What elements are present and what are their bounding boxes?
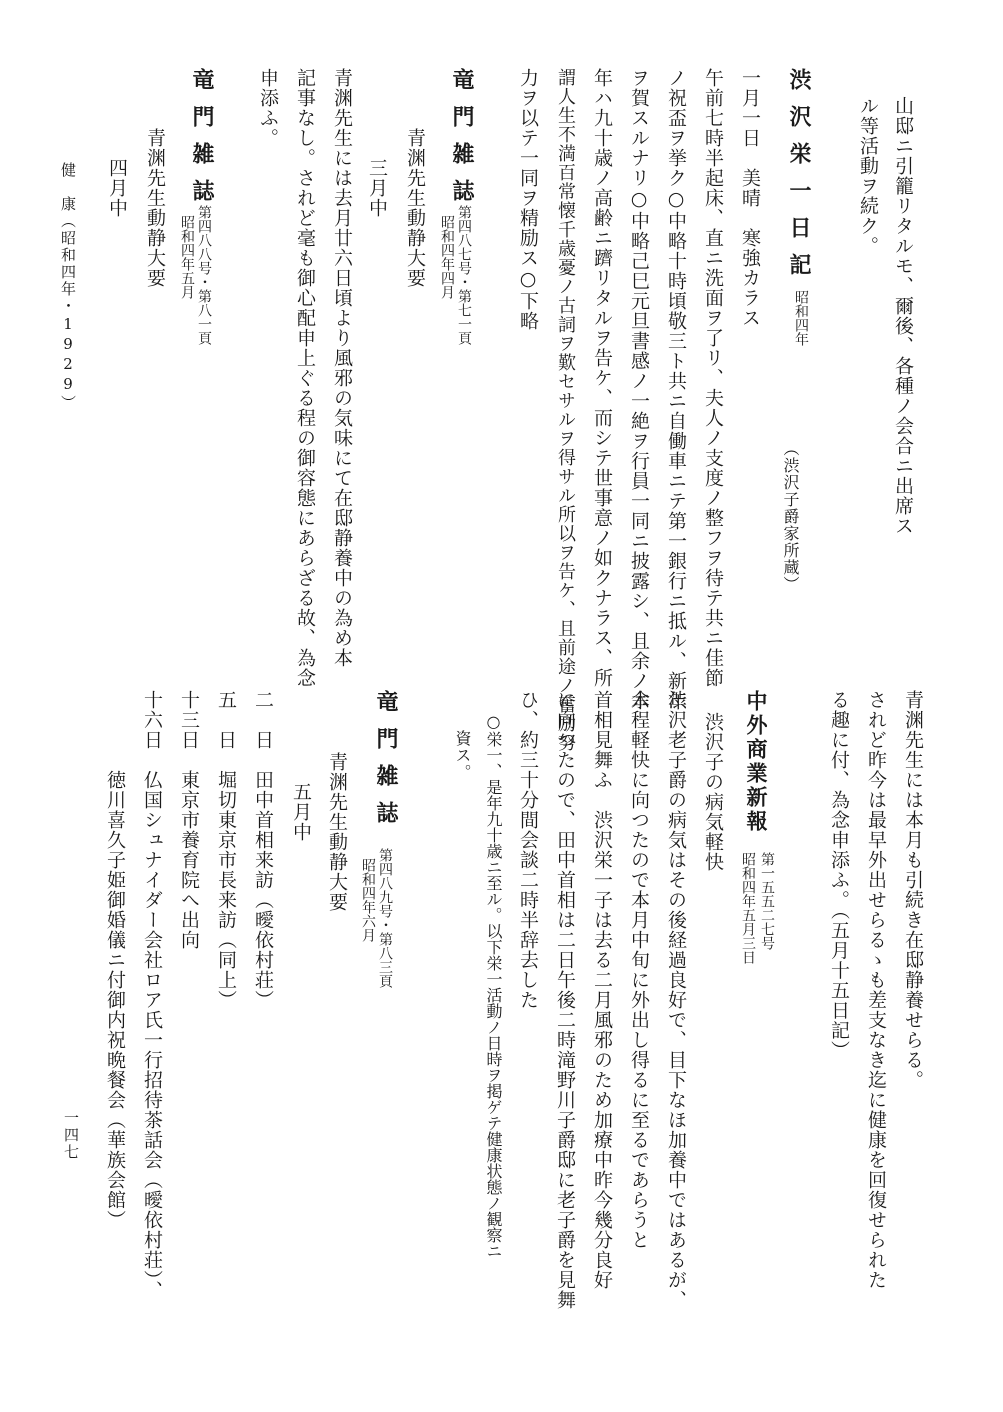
newspaper-headline: 渋沢子の病気軽快 (702, 712, 724, 872)
diary-source: （渋沢子爵家所蔵） (781, 440, 800, 593)
ryumon-date: 昭和四年五月 (179, 215, 195, 299)
ryumon-month: 四月中 (106, 158, 128, 218)
editor-note: ○栄一、是年九十歳ニ至ル。以下栄一活動ノ日時ヲ掲ゲテ健康状態ノ観察ニ (484, 712, 503, 1259)
diary-line: 一月一日 美晴 寒強カラス (739, 68, 761, 328)
diary-era: 昭和四年 (793, 290, 809, 346)
ryumon-month: 五月中 (290, 782, 312, 842)
diary-line: 年ハ九十歳ノ高齢ニ躋リタルヲ告ケ、而シテ世事意ノ如クナラス、所 (591, 68, 613, 688)
ryumon-body-line: 記事なし。されど毫も御心配申上ぐる程の御容態にあらざる故、為念 (294, 68, 316, 688)
newspaper-body-line: に向つたので、田中首相は二日午後二時滝野川子爵邸に老子爵を見舞 (554, 690, 576, 1310)
ryumon-title: 竜門雑誌 (189, 68, 215, 216)
event-line: 二 日 田中首相来訪（曖依村荘） (252, 690, 274, 1010)
diary-line: ヲ賀スルナリ○中略己巳元旦書感ノ一絶ヲ行員一同ニ披露シ、且余ノ本 (628, 68, 650, 711)
ryumon-issue: 第四八七号・第七一頁 (456, 205, 472, 345)
ryumon-subtitle: 青渊先生動静大要 (404, 128, 426, 288)
newspaper-title: 中外商業新報 (744, 690, 769, 834)
diary-title: 渋沢栄一日記 (786, 68, 812, 290)
page-number: 一四七 (62, 1110, 80, 1161)
newspaper-date: 昭和四年五月三日 (740, 852, 756, 964)
intro-line-1: 山邸ニ引籠リタルモ、爾後、各種ノ会合ニ出席ス (892, 96, 914, 536)
ryumon-issue: 第四八九号・第八三頁 (377, 848, 393, 988)
intro-line-2: ル等活動ヲ続ク。 (857, 96, 879, 256)
event-line: 十六日 仏国シュナイダー会社ロア氏一行招待茶話会（曖依村荘）、 (141, 690, 163, 1301)
ryumon-date: 昭和四年六月 (360, 858, 376, 942)
diary-line: 力ヲ以テ一同ヲ精励ス○下略 (517, 68, 539, 331)
ryumon-title: 竜門雑誌 (373, 690, 399, 838)
report-line: されど昨今は最早外出せらるゝも差支なき迄に健康を回復せられた (865, 690, 887, 1290)
running-head: 健 康（昭和四年・1929） (59, 162, 77, 412)
event-line: 徳川喜久子姫御婚儀ニ付御内祝晩餐会（華族会館） (104, 690, 126, 1230)
diary-line: 午前七時半起床、直ニ洗面ヲ了リ、夫人ノ支度ノ整フヲ待テ共ニ佳節 (702, 68, 724, 688)
ryumon-subtitle: 青渊先生動静大要 (144, 128, 166, 288)
newspaper-issue: 第一五五二七号 (759, 852, 775, 950)
newspaper-body-line: 首相見舞ふ 渋沢栄一子は去る二月風邪のため加療中昨今幾分良好 (591, 690, 613, 1290)
newspaper-body-line: 余程軽快に向つたので本月中旬に外出し得るに至るであらうと (628, 690, 650, 1250)
diary-line: 謂人生不満百常懐千歳憂ノ古詞ヲ歎セサルヲ得サル所以ヲ告ケ、且前途ノ奮励努 (555, 68, 576, 752)
diary-line: ノ祝盃ヲ挙ク○中略十時頃敬三ト共ニ自働車ニテ第一銀行ニ抵ル、新年 (665, 68, 687, 711)
ryumon-body-line: 青渊先生には去月廿六日頃より風邪の気味にて在邸静養中の為め本 (331, 68, 353, 668)
ryumon-date: 昭和四年四月 (439, 215, 455, 299)
report-line: る趣に付、為念申添ふ。（五月十五日記） (828, 690, 850, 1061)
ryumon-month: 三月中 (366, 158, 388, 218)
newspaper-body-line: ひ、約三十分間会談二時半辞去した (517, 690, 539, 1010)
newspaper-body-line: 渋沢老子爵の病気はその後経過良好で、目下なほ加養中ではあるが、 (665, 690, 687, 1310)
event-line: 五 日 堀切東京市長来訪（同上） (215, 690, 237, 1010)
report-line: 青渊先生には本月も引続き在邸静養せらる。 (902, 690, 924, 1090)
editor-note: 資ス。 (453, 730, 472, 781)
ryumon-issue: 第四八八号・第八一頁 (196, 205, 212, 345)
event-line: 十三日 東京市養育院へ出向 (178, 690, 200, 950)
ryumon-title: 竜門雑誌 (449, 68, 475, 216)
ryumon-body-line: 申添ふ。 (257, 68, 279, 148)
ryumon-subtitle: 青渊先生動静大要 (326, 752, 348, 912)
